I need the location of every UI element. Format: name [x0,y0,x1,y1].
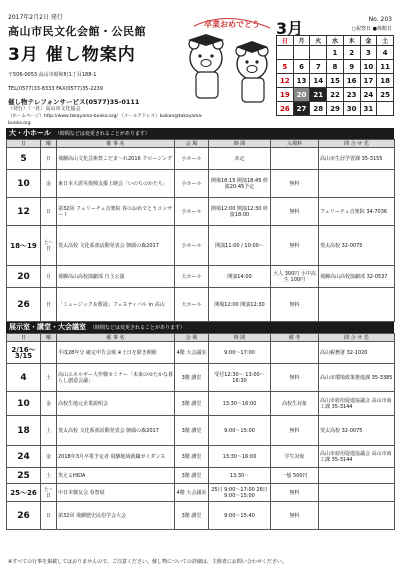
column-header: 問 合 せ 先 [319,334,395,342]
event-venue: 小ホール [175,226,209,266]
event-weekday: 金 [41,446,57,468]
event-venue: 3階 講堂 [175,468,209,484]
day-cell: 7 [310,60,327,74]
day-cell: 31 [360,102,377,116]
table-header-row [7,140,395,148]
column-header: 備 考 [271,334,319,342]
calendar-grid [276,35,394,116]
day-cell: 26 [277,102,294,116]
table-row [7,198,395,226]
table-row [7,392,395,416]
event-venue: 大ホール [175,266,209,288]
event-weekday: 土 [41,364,57,392]
day-cell: 8 [327,60,344,74]
event-venue: 大ホール [175,288,209,322]
day-cell: 16 [343,74,360,88]
table-row [7,266,395,288]
day-cell: 22 [327,88,344,102]
dow-cell: 土 [377,36,394,46]
event-note: 高校生対象 [271,392,319,416]
event-day: 18〜19 [7,226,41,266]
event-time: 未定 [209,148,271,170]
event-time: 開演14:00 [209,266,271,288]
column-header: 曜 [41,334,57,342]
column-header: 催 事 名 [57,140,175,148]
table-row [7,288,395,322]
calendar-month: 3月 [276,19,304,38]
event-contact: 高山税務署 32-1020 [319,342,395,364]
event-venue: 小ホール [175,170,209,198]
event-time: 13:30〜16:00 [209,446,271,468]
event-venue: 3階 講堂 [175,502,209,530]
column-header: 催 事 名 [57,334,175,342]
event-name: 高校生地元企業説明会 [57,392,175,416]
dow-cell: 月 [293,36,310,46]
event-note: 無料 [271,364,319,392]
banner-text: 卒業おめでとう [204,20,260,29]
section-note: （時間などは変更されることがあります） [90,325,186,331]
graduation-mascot-illustration [174,14,282,114]
day-cell: 15 [327,74,344,88]
day-cell: 17 [360,74,377,88]
issue-number: No. 203 [368,16,392,23]
day-cell: 30 [343,102,360,116]
event-note: 学生対象 [271,446,319,468]
event-name: 中日本懐友会 春祭展 [57,484,175,502]
bear-left-icon [188,34,224,98]
event-contact: フェリーチェ音楽院 34-7036 [319,198,395,226]
event-weekday: 金 [41,392,57,416]
day-cell-closed: 27 [293,102,310,116]
event-contact: 高山市環境政策推進課 35-3385 [319,364,395,392]
day-cell [377,102,394,116]
column-header: 曜 [41,140,57,148]
day-cell [310,46,327,60]
event-note: 無料 [271,502,319,530]
table-row [7,502,395,530]
day-cell: 3 [360,46,377,60]
event-time: 13:30〜 [209,468,271,484]
event-contact: 斐太高校 32-0075 [319,416,395,446]
event-note [271,342,319,364]
table-row [7,148,395,170]
bear-right-icon [236,41,268,102]
event-weekday [41,342,57,364]
event-venue: 3階 講堂 [175,392,209,416]
event-contact: 高山市生涯学習課 35-3155 [319,148,395,170]
hall-event-table [6,139,395,322]
day-cell [293,46,310,60]
day-cell: 11 [377,60,394,74]
day-cell: 18 [377,74,394,88]
event-venue: 4階 大会議室 [175,484,209,502]
table-row [7,364,395,392]
event-contact: 斐太高校 32-0075 [319,226,395,266]
dow-cell: 水 [327,36,344,46]
event-contact [319,170,395,198]
day-cell: 1 [327,46,344,60]
event-name: 第32回 飛騨歴史民俗学会大会 [57,502,175,530]
event-time: 受付12:30〜 13:00〜16:30 [209,364,271,392]
day-cell: 24 [360,88,377,102]
day-cell: 10 [360,60,377,74]
event-weekday: 日 [41,148,57,170]
dow-cell: 金 [360,36,377,46]
event-day: 4 [7,364,41,392]
event-time: 開場12:00 開演12:30 [209,288,271,322]
day-cell: 29 [327,102,344,116]
event-day: 24 [7,446,41,468]
day-cell: 6 [293,60,310,74]
day-cell: 13 [293,74,310,88]
event-day: 10 [7,392,41,416]
table-row [7,170,395,198]
column-header: 入場料 [271,140,319,148]
event-weekday: 土 [41,416,57,446]
event-day: 18 [7,416,41,446]
column-header: 問 合 せ 先 [319,140,395,148]
day-cell [277,46,294,60]
event-weekday: 日 [41,198,57,226]
event-time: 開演11:00 / 10:00〜 [209,226,271,266]
event-venue: 3階 講堂 [175,446,209,468]
column-header: 会 場 [175,334,209,342]
tel-service: 催し物テレフォンサービス(0577)35-0111 [8,98,140,106]
day-cell: 9 [343,60,360,74]
event-name: 飛騨高山文化芸術祭こだま〜れ2016 クロージング [57,148,175,170]
event-name: 平成28年分 確定申告会場 ※土日を除き開催 [57,342,175,364]
event-venue: 3階 講堂 [175,416,209,446]
event-contact: 飛騨高山高校演劇部 32-0537 [319,266,395,288]
event-time: 開場12:00 開演12:30 終演18:00 [209,198,271,226]
event-name: 高山エネルギー大作戦セミナー「未来のゆたかな暮らし創造会議」 [57,364,175,392]
address: 〒506-0053 高山市昭和町1丁目188-1 [8,72,97,78]
dow-cell: 日 [277,36,294,46]
event-time: 9:00〜17:00 [209,342,271,364]
event-contact [319,502,395,530]
dow-cell: 木 [343,36,360,46]
website-link[interactable]: （ホームページ）http://www.takayama-bunka.org/ （メールアドレス）kaikan@takayama-bunka.org [8,114,203,126]
table-row [7,484,395,502]
table-row [7,446,395,468]
page-title: 3月 催し物案内 [8,45,136,65]
event-name: 斐太高校 文化系部活動発表会 朝顔の森2017 [57,226,175,266]
event-day: 2/16〜3/15 [7,342,41,364]
event-fee: 無料 [271,288,319,322]
event-fee [271,148,319,170]
footer-note: ※すべての行事を掲載してはおりませんので、ご注意ください。催し物についての詳細は、主催者にお問い合わせください。 [8,559,287,565]
day-cell: 14 [310,74,327,88]
event-weekday: 月 [41,266,57,288]
event-venue: 4階 大会議室 [175,342,209,364]
event-contact [319,468,395,484]
section-title: 展示室・講堂・大会議室 [9,323,86,331]
day-cell: 2 [343,46,360,60]
event-fee: 無料 [271,226,319,266]
table-row [7,468,395,484]
organization-name: 高山市民文化会館・公民館 [8,25,146,38]
section-note: （時間などは変更されることがあります） [54,131,150,137]
day-cell: 28 [310,102,327,116]
event-name: 2018年3月卒業予定者 飛騨地域就職ガイダンス [57,446,175,468]
event-day: 25 [7,468,41,484]
event-fee: 無料 [271,170,319,198]
event-time: 13:30〜16:00 [209,392,271,416]
event-weekday: 土〜日 [41,484,57,502]
event-fee: 大人 300円 小中高生 100円 [271,266,319,288]
event-venue: 小ホール [175,148,209,170]
event-contact: 高山市雇用促進協議会 高山市商工課 35-3144 [319,392,395,416]
section-header-exhibit [6,322,394,333]
event-venue: 小ホール [175,198,209,226]
event-time: 25日 9:00〜17:00 26日 9:00〜15:00 [209,484,271,502]
event-day: 26 [7,288,41,322]
event-weekday: 金 [41,170,57,198]
day-cell: 23 [343,88,360,102]
event-day: 5 [7,148,41,170]
exhibit-event-table [6,333,395,530]
publisher: （発行）（一社）高山市文化協会 [8,106,81,112]
tel-fax: TEL(0577)33-8333 FAX(0577)35-2239 [8,86,103,92]
dow-cell: 火 [310,36,327,46]
event-weekday: 土 [41,468,57,484]
section-title: 大・小ホール [9,129,51,137]
event-weekday: 日 [41,502,57,530]
event-name: 東日本大震災復興支援上映会「いのちのかたち」 [57,170,175,198]
day-cell: 4 [377,46,394,60]
event-contact: 高山市雇用促進協議会 高山市商工課 35-3144 [319,446,395,468]
table-row [7,342,395,364]
event-name: 飛騨高山高校演劇部 自主公演 [57,266,175,288]
event-time: 9:00〜15:00 [209,416,271,446]
event-day: 12 [7,198,41,226]
day-cell-holiday: 20 [293,88,310,102]
table-row [7,226,395,266]
table-row [7,416,395,446]
day-cell: 19 [277,88,294,102]
event-contact [319,484,395,502]
calendar-legend: ○祝祭日 ●休館日 [351,26,392,32]
column-header: 時 間 [209,140,271,148]
event-name: 第32回 フェリーチェ音楽院 春のおめでとうコンサート [57,198,175,226]
event-fee: 無料 [271,198,319,226]
column-header: 日 [7,140,41,148]
event-day: 25〜26 [7,484,41,502]
table-header-row [7,334,395,342]
day-cell: 25 [377,88,394,102]
event-weekday: 土〜日 [41,226,57,266]
event-day: 26 [7,502,41,530]
event-note: 無料 [271,484,319,502]
issue-date: 2017年2月2日 発行 [8,14,63,21]
event-note: 一般 500円 [271,468,319,484]
event-name: 斐太高校 文化系部活動発表会 朝顔の森2017 [57,416,175,446]
column-header: 日 [7,334,41,342]
event-contact [319,288,395,322]
page [4,4,396,564]
event-time: 開場18:15 開演18:45 終演20:45予定 [209,170,271,198]
section-header-hall [6,128,394,139]
day-cell: 12 [277,74,294,88]
event-name: 笑えるHIDA [57,468,175,484]
event-day: 10 [7,170,41,198]
event-day: 20 [7,266,41,288]
event-note: 無料 [271,416,319,446]
column-header: 時 間 [209,334,271,342]
event-venue: 3階 講堂 [175,364,209,392]
column-header: 会 場 [175,140,209,148]
day-cell-closed: 21 [310,88,327,102]
event-name: 「ミュージック＆歌謡」フェスティバル in 高山 [57,288,175,322]
day-cell: 5 [277,60,294,74]
event-weekday: 日 [41,288,57,322]
event-time: 9:00〜15:40 [209,502,271,530]
